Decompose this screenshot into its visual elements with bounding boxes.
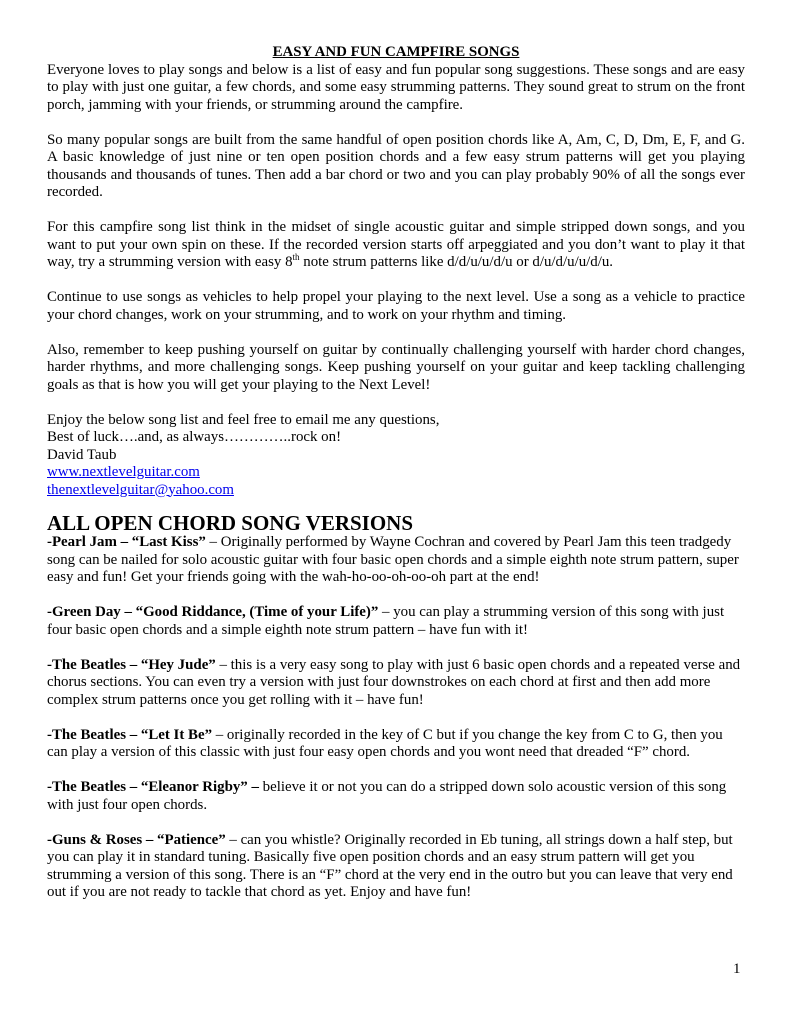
song-list	[47, 534, 745, 902]
intro-paragraph-3-end: note strum patterns like d/d/u/u/d/u or d/u/d/u/u/d/u.	[299, 254, 614, 270]
intro-paragraph-1: Everyone loves to play songs and below is a list of easy and fun popular song suggestions. These songs and are easy to play with just one guitar, a few chords, and some easy strumming patterns. They sound great to strum on the front porch, jamming with your friends, or strumming around the campfire.	[47, 61, 745, 113]
song-title: -The Beatles – “Eleanor Rigby” –	[47, 779, 259, 795]
song-description: – you can play a strumming version of this song with just four basic open chords and a simple eighth note strum pattern – have fun with it!	[47, 604, 725, 638]
section-heading: ALL OPEN CHORD SONG VERSIONS	[47, 511, 414, 535]
intro-paragraph-3-start: For this campfire song list think in the midset of single acoustic guitar and simple stripped down songs, and you want to put your own spin on these. If the recorded version starts off arpeggiated and you don’t want to play it that way, try a strumming version with easy 8	[47, 219, 745, 270]
song-item	[47, 727, 745, 762]
song-title: -The Beatles – “Hey Jude”	[47, 656, 216, 673]
intro-paragraph-3	[47, 219, 745, 272]
song-item	[47, 657, 745, 710]
ordinal-superscript: th	[292, 252, 300, 263]
song-item	[47, 832, 745, 902]
song-description: – originally recorded in the key of C but if you change the key from C to G, then you can play a version of this classic with just four easy open chords and you wont need that dreaded “F” chord.	[47, 726, 723, 760]
intro-paragraph-4: Continue to use songs as vehicles to help propel your playing to the next level. Use a song as a vehicle to practice your chord changes, work on your strumming, and to work on your rhythm and timing.	[47, 289, 745, 323]
song-description: – Originally performed by Wayne Cochran and covered by Pearl Jam this teen tradgedy song can be nailed for solo acoustic guitar with four basic open chords and a simple eighth note strum pattern, super easy and fun! Get your friends going with the wah-ho-oo-oh-oo-oh part at the end!	[47, 534, 739, 585]
website-link[interactable]: www.nextlevelguitar.com	[47, 464, 200, 480]
email-link[interactable]: thenextlevelguitar@yahoo.com	[47, 481, 234, 498]
song-item	[47, 779, 745, 814]
song-description: believe it or not you can do a stripped down solo acoustic version of this song with just four open chords.	[47, 779, 727, 813]
song-title: -Pearl Jam – “Last Kiss”	[47, 534, 206, 550]
document-page	[47, 44, 745, 902]
author-name: David Taub	[47, 446, 117, 463]
signoff-line-1: Enjoy the below song list and feel free to email me any questions,	[47, 411, 440, 428]
page-number: 1	[733, 961, 741, 977]
song-item	[47, 534, 745, 587]
song-title: -Green Day – “Good Riddance, (Time of your Life)”	[47, 604, 379, 620]
song-description: – this is a very easy song to play with just 6 basic open chords and a repeated verse and chorus sections. You can even try a version with just four downstrokes on each chord at first and then add more complex strum patterns once you get rolling with it – have fun!	[47, 656, 741, 708]
song-title: -Guns & Roses – “Patience”	[47, 831, 226, 848]
intro-paragraph-2: So many popular songs are built from the same handful of open position chords like A, Am, C, D, Dm, E, F, and G. A basic knowledge of just nine or ten open position chords and a few easy strum patterns will get you playing thousands and thousands of tunes. Then add a bar chord or two and you can play probably 90% of all the songs ever recorded.	[47, 131, 745, 200]
song-item	[47, 604, 745, 639]
signoff-line-2: Best of luck….and, as always…………..rock on!	[47, 429, 342, 445]
intro-paragraph-5: Also, remember to keep pushing yourself on guitar by continually challenging yourself with harder chord changes, harder rhythms, and more challenging songs. Keep pushing yourself on your guitar and keep tackling challenging goals as that is how you will get your playing to the Next Level!	[47, 341, 745, 393]
signoff-block	[47, 412, 745, 500]
song-description: – can you whistle? Originally recorded in Eb tuning, all strings down a half step, but you can play it in standard tuning. Basically five open position chords and an easy strum pattern will get you strumming a version of this song. There is an “F” chord at the very end in the outro but you can leave that very end out if you are not ready to tackle that chord as yet. Enjoy and have fun!	[47, 831, 733, 900]
song-title: -The Beatles – “Let It Be”	[47, 726, 213, 743]
document-title: EASY AND FUN CAMPFIRE SONGS	[272, 44, 520, 60]
